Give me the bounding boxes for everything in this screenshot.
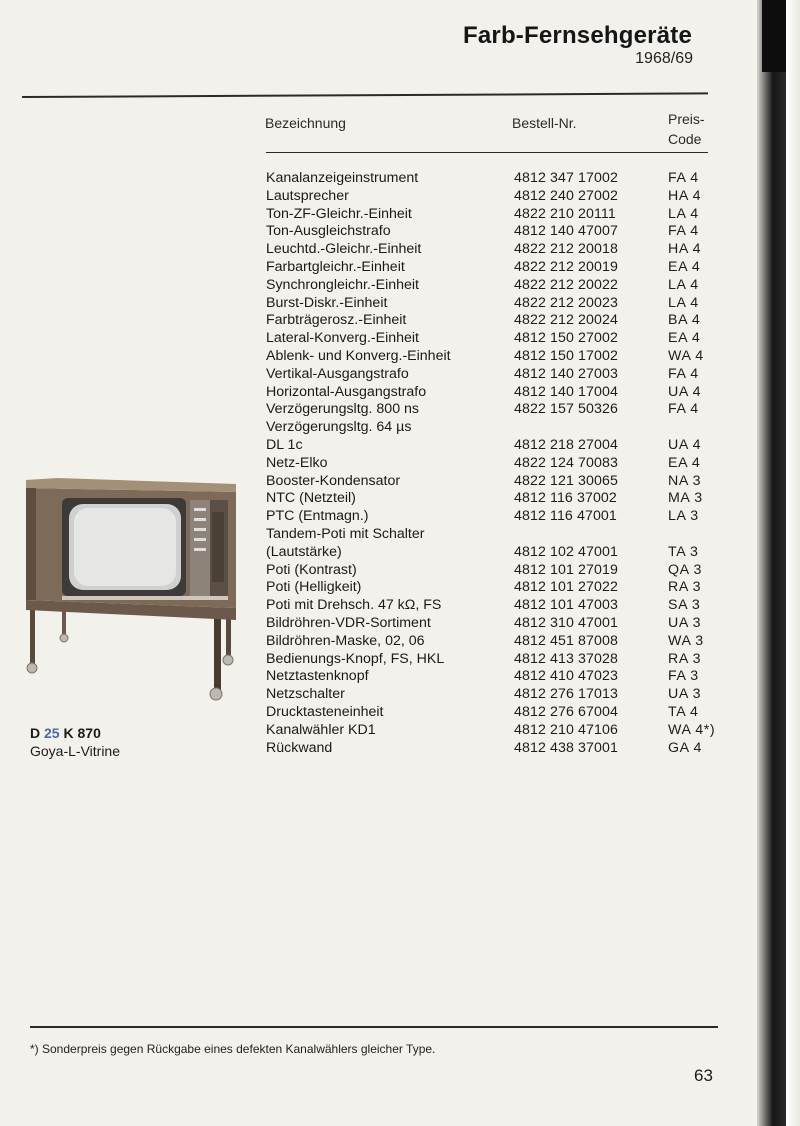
order-number: 4822 157 50326 — [514, 401, 618, 418]
price-code: UA 4 — [668, 436, 702, 453]
table-row — [0, 401, 760, 419]
price-code: NA 3 — [668, 472, 702, 489]
part-name: Tandem-Poti mit Schalter — [266, 525, 425, 542]
order-number: 4812 218 27004 — [514, 436, 618, 453]
model-name: Goya-L-Vitrine — [30, 743, 121, 759]
price-code: UA 3 — [668, 686, 702, 703]
order-number: 4822 121 30065 — [514, 472, 618, 489]
part-name: NTC (Netzteil) — [266, 490, 356, 507]
part-name: Netz-Elko — [266, 454, 328, 471]
order-number: 4812 140 27003 — [514, 365, 618, 382]
price-code: FA 4 — [668, 223, 699, 240]
part-name: DL 1c — [266, 436, 303, 453]
table-row — [0, 206, 760, 224]
table-row — [0, 419, 760, 437]
part-name: Bedienungs-Knopf, FS, HKL — [266, 650, 445, 667]
column-header-order-number: Bestell-Nr. — [512, 115, 577, 131]
footer-rule — [30, 1026, 718, 1028]
book-spine-shadow — [757, 0, 786, 1126]
book-spine-tab — [762, 0, 786, 72]
price-code: RA 3 — [668, 650, 702, 667]
table-row — [0, 259, 760, 277]
footnote: *) Sonderpreis gegen Rückgabe eines defekten Kanalwählers gleicher Type. — [30, 1042, 436, 1056]
price-code: WA 4 — [668, 347, 704, 364]
order-number: 4812 150 27002 — [514, 330, 618, 347]
price-code: WA 3 — [668, 632, 704, 649]
order-number: 4812 413 37028 — [514, 650, 618, 667]
order-number: 4812 140 17004 — [514, 383, 618, 400]
part-name: Booster-Kondensator — [266, 472, 401, 489]
page-edge — [786, 0, 800, 1126]
part-name: Farbträgerosz.-Einheit — [266, 312, 407, 329]
order-number: 4822 210 20111 — [514, 205, 616, 222]
price-header-line-2: Code — [668, 131, 702, 147]
price-code: HA 4 — [668, 187, 702, 204]
part-name: Verzögerungsltg. 800 ns — [266, 401, 420, 418]
order-number: 4812 102 47001 — [514, 543, 618, 560]
order-number: 4812 240 27002 — [514, 187, 618, 204]
order-number: 4812 438 37001 — [514, 739, 618, 756]
model-code: 870 — [77, 725, 101, 741]
header-rule — [22, 92, 708, 98]
page-title: Farb-Fernsehgeräte — [463, 22, 692, 49]
column-header-price-code — [668, 109, 714, 149]
table-row — [0, 348, 760, 366]
part-name: Kanalwähler KD1 — [266, 721, 376, 738]
model-prefix: D — [30, 725, 41, 741]
order-number: 4812 101 27022 — [514, 579, 618, 596]
part-name: Bildröhren-Maske, 02, 06 — [266, 632, 425, 649]
part-name: Poti (Kontrast) — [266, 561, 357, 578]
order-number: 4822 212 20022 — [514, 276, 618, 293]
model-number — [30, 725, 101, 741]
price-code: EA 4 — [668, 454, 701, 471]
price-code: MA 3 — [668, 490, 703, 507]
page-year: 1968/69 — [635, 50, 693, 67]
table-row — [0, 722, 760, 740]
price-code: SA 3 — [668, 597, 701, 614]
table-row — [0, 384, 760, 402]
price-code: EA 4 — [668, 330, 701, 347]
order-number: 4812 150 17002 — [514, 347, 618, 364]
order-number: 4812 410 47023 — [514, 668, 618, 685]
part-name: Bildröhren-VDR-Sortiment — [266, 614, 431, 631]
price-code: UA 4 — [668, 383, 702, 400]
part-name: Synchrongleichr.-Einheit — [266, 276, 419, 293]
order-number: 4812 140 47007 — [514, 223, 618, 240]
model-size: 25 — [44, 725, 60, 741]
table-row — [0, 170, 760, 188]
part-name: Burst-Diskr.-Einheit — [266, 294, 388, 311]
order-number: 4822 212 20018 — [514, 241, 618, 258]
order-number: 4812 101 27019 — [514, 561, 618, 578]
table-row — [0, 295, 760, 313]
part-name: Kanalanzeigeinstrument — [266, 170, 419, 186]
order-number: 4822 212 20023 — [514, 294, 618, 311]
price-code: FA 4 — [668, 365, 699, 382]
television-cabinet-illustration — [22, 476, 246, 704]
price-code: HA 4 — [668, 241, 702, 258]
part-name: PTC (Entmagn.) — [266, 508, 369, 525]
price-code: FA 3 — [668, 668, 699, 685]
part-name: Ablenk- und Konverg.-Einheit — [266, 347, 451, 364]
price-code: WA 4*) — [668, 721, 716, 738]
part-name: Horizontal-Ausgangstrafo — [266, 383, 427, 400]
part-name: Drucktasteneinheit — [266, 703, 384, 720]
price-code: EA 4 — [668, 258, 701, 275]
order-number: 4812 101 47003 — [514, 597, 618, 614]
model-type-letter: K — [63, 725, 74, 741]
part-name: Vertikal-Ausgangstrafo — [266, 365, 409, 382]
table-row — [0, 455, 760, 473]
price-code: LA 3 — [668, 508, 699, 525]
part-name: Poti (Helligkeit) — [266, 579, 362, 596]
table-row — [0, 330, 760, 348]
table-header-rule — [266, 152, 708, 153]
price-code: RA 3 — [668, 579, 702, 596]
column-header-name: Bezeichnung — [265, 115, 346, 131]
price-code: QA 3 — [668, 561, 702, 578]
table-row — [0, 704, 760, 722]
table-row — [0, 366, 760, 384]
table-row — [0, 277, 760, 295]
part-name: Rückwand — [266, 739, 333, 756]
part-name: (Lautstärke) — [266, 543, 342, 560]
table-row — [0, 188, 760, 206]
order-number: 4822 124 70083 — [514, 454, 618, 471]
price-code: FA 4 — [668, 170, 699, 186]
part-name: Poti mit Drehsch. 47 kΩ, FS — [266, 597, 442, 614]
page-number: 63 — [694, 1066, 713, 1085]
table-row — [0, 437, 760, 455]
table-row — [0, 312, 760, 330]
part-name: Leuchtd.-Gleichr.-Einheit — [266, 241, 422, 258]
part-name: Lautsprecher — [266, 187, 349, 204]
price-code: LA 4 — [668, 294, 699, 311]
price-header-line-1: Preis- — [668, 111, 705, 127]
price-code: GA 4 — [668, 739, 702, 756]
order-number: 4812 451 87008 — [514, 632, 618, 649]
order-number: 4812 116 37002 — [514, 490, 617, 507]
price-code: UA 3 — [668, 614, 702, 631]
order-number: 4812 276 17013 — [514, 686, 618, 703]
price-code: BA 4 — [668, 312, 701, 329]
part-name: Ton-Ausgleichstrafo — [266, 223, 391, 240]
order-number: 4812 347 17002 — [514, 170, 618, 186]
order-number: 4812 116 47001 — [514, 508, 617, 525]
part-name: Farbartgleichr.-Einheit — [266, 258, 405, 275]
order-number: 4812 276 67004 — [514, 703, 618, 720]
price-code: FA 4 — [668, 401, 699, 418]
part-name: Lateral-Konverg.-Einheit — [266, 330, 419, 347]
price-code: TA 4 — [668, 703, 699, 720]
price-code: LA 4 — [668, 205, 699, 222]
part-name: Ton-ZF-Gleichr.-Einheit — [266, 205, 412, 222]
order-number: 4822 212 20024 — [514, 312, 618, 329]
order-number: 4812 310 47001 — [514, 614, 618, 631]
table-row — [0, 223, 760, 241]
part-name: Netzschalter — [266, 686, 345, 703]
part-name: Verzögerungsltg. 64 µs — [266, 419, 412, 436]
part-name: Netztastenknopf — [266, 668, 369, 685]
price-code: TA 3 — [668, 543, 699, 560]
price-code: LA 4 — [668, 276, 699, 293]
order-number: 4822 212 20019 — [514, 258, 618, 275]
table-row — [0, 241, 760, 259]
order-number: 4812 210 47106 — [514, 721, 618, 738]
